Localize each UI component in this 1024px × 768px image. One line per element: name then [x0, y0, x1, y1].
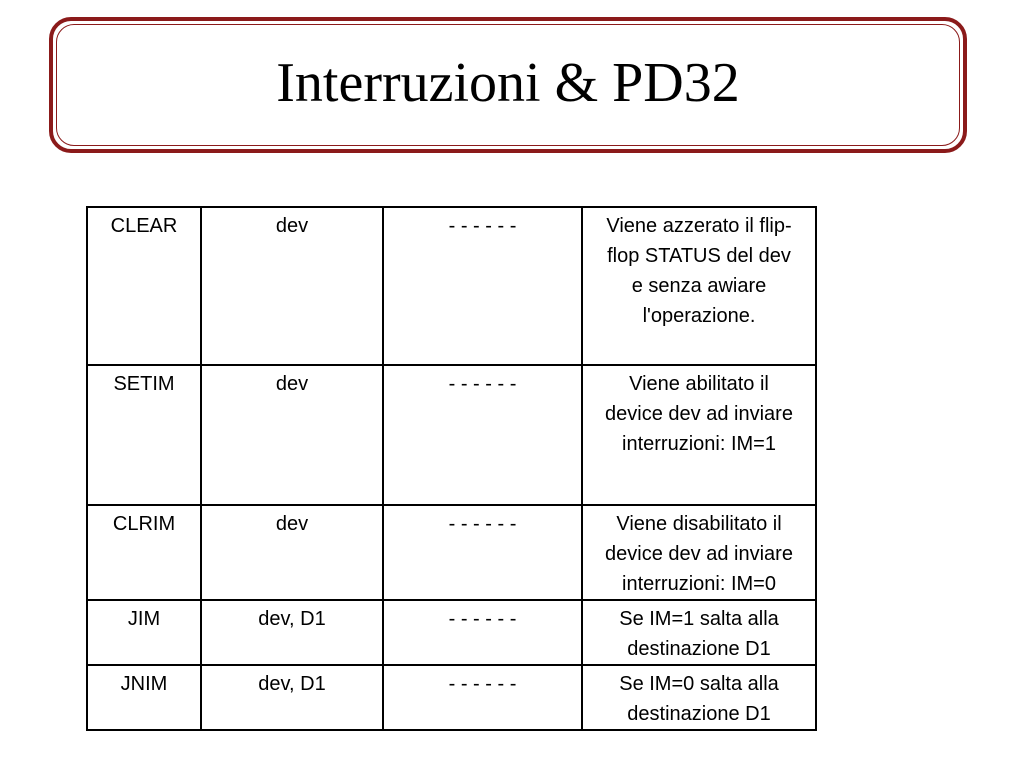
operands-cell: dev [201, 207, 383, 365]
flags-cell: - - - - - - [383, 600, 582, 665]
title-frame-inner [56, 24, 960, 146]
instruction-cell: SETIM [87, 365, 201, 505]
flags-cell: - - - - - - [383, 665, 582, 730]
table-row [87, 665, 816, 730]
table-row [87, 207, 816, 365]
flags-cell: - - - - - - [383, 365, 582, 505]
description-cell: Viene disabilitato il device dev ad inviare interruzioni: IM=0 [582, 505, 816, 600]
description-cell: Se IM=0 salta alla destinazione D1 [582, 665, 816, 730]
operands-cell: dev, D1 [201, 600, 383, 665]
description-cell: Se IM=1 salta alla destinazione D1 [582, 600, 816, 665]
instruction-table [86, 206, 817, 731]
instruction-cell: JIM [87, 600, 201, 665]
table-row [87, 505, 816, 600]
flags-cell: - - - - - - [383, 505, 582, 600]
instruction-cell: JNIM [87, 665, 201, 730]
description-cell: Viene abilitato il device dev ad inviare interruzioni: IM=1 [582, 365, 816, 505]
title-frame [49, 17, 967, 153]
table-row [87, 365, 816, 505]
operands-cell: dev, D1 [201, 665, 383, 730]
flags-cell: - - - - - - [383, 207, 582, 365]
instruction-cell: CLRIM [87, 505, 201, 600]
operands-cell: dev [201, 505, 383, 600]
slide-title: Interruzioni & PD32 [276, 52, 740, 114]
table-row [87, 600, 816, 665]
description-cell: Viene azzerato il flip- flop STATUS del dev e senza awiare l'operazione. [582, 207, 816, 365]
operands-cell: dev [201, 365, 383, 505]
instruction-cell: CLEAR [87, 207, 201, 365]
